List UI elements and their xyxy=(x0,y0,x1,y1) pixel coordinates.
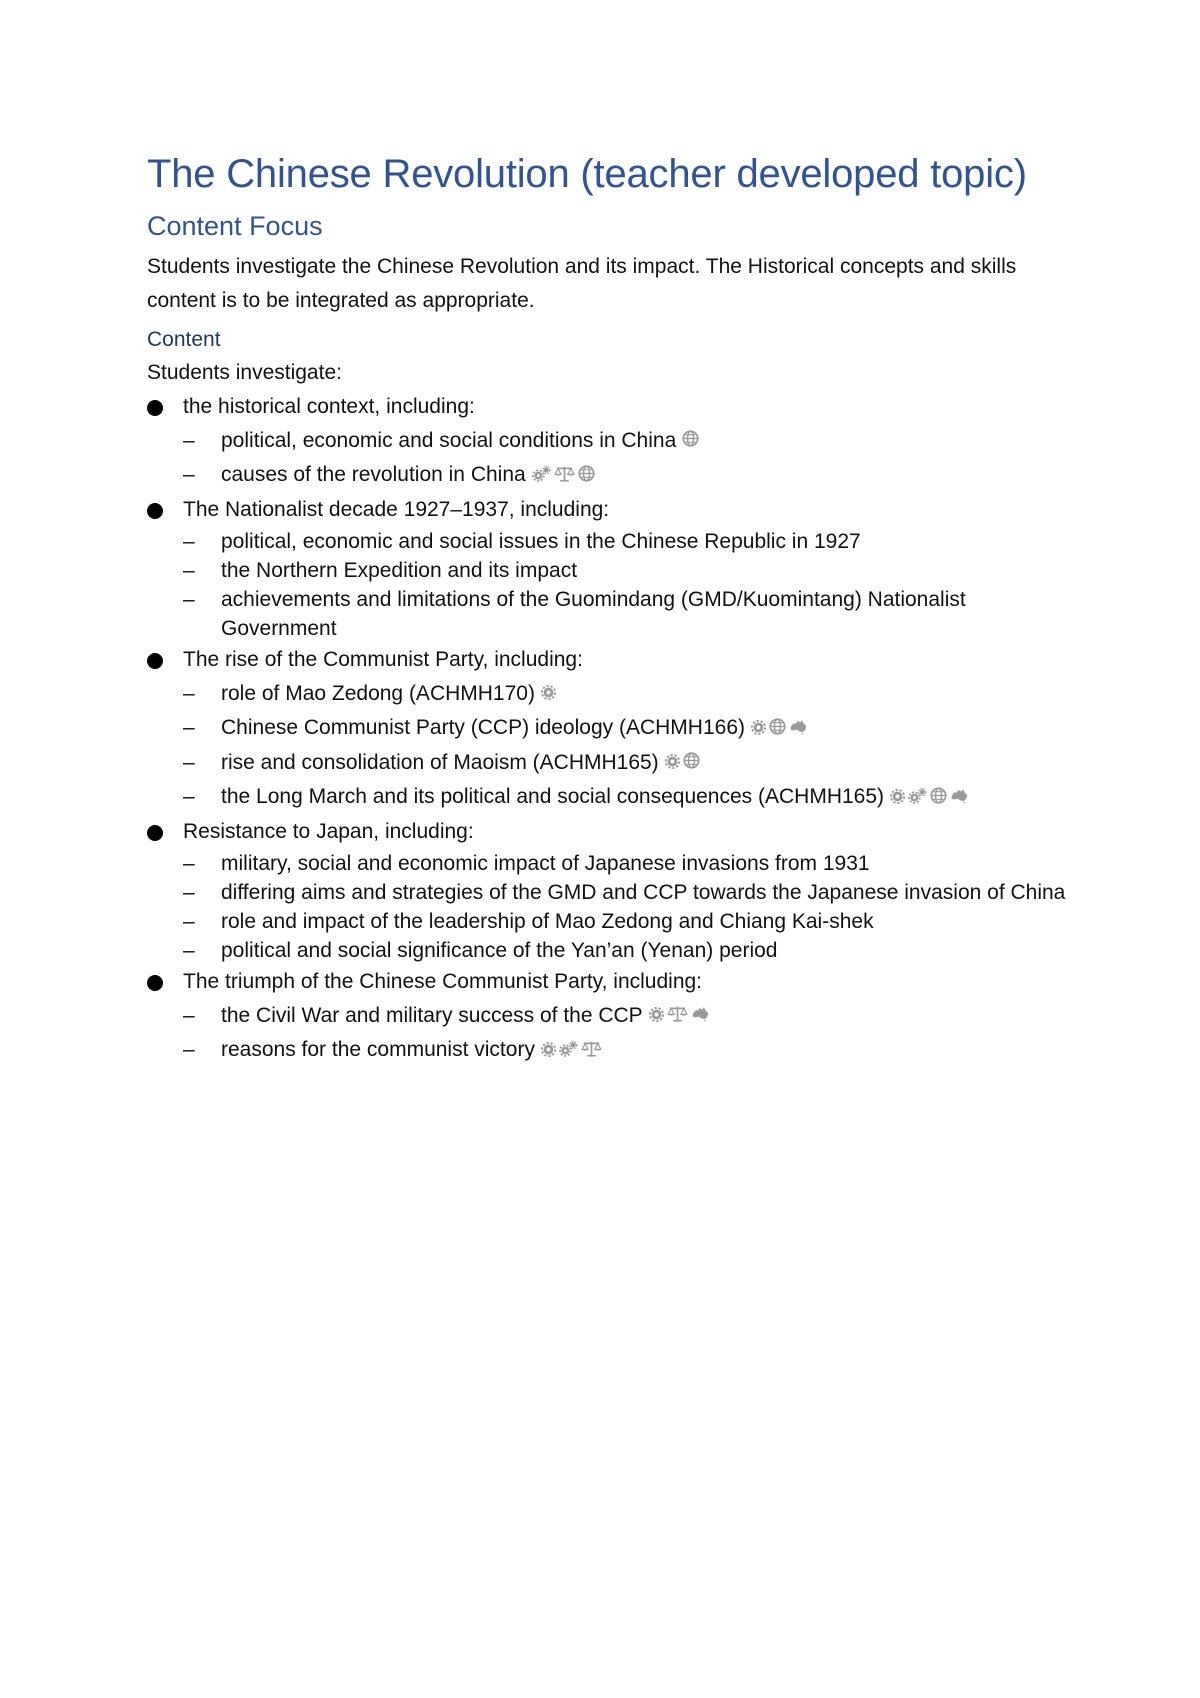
subtopic-list xyxy=(183,999,1087,1068)
subtopic-text: military, social and economic impact of Japanese invasions from 1931 xyxy=(221,851,870,875)
bullet-icon xyxy=(147,825,163,841)
globe-icon xyxy=(769,712,786,746)
topic-lead xyxy=(183,965,1087,999)
content-heading: Content xyxy=(147,328,221,351)
scales-icon xyxy=(554,459,575,493)
subtopic-item xyxy=(183,458,1087,492)
curriculum-icons xyxy=(665,751,703,774)
topic-lead-text: The Nationalist decade 1927–1937, including: xyxy=(183,497,610,521)
subtopic-list xyxy=(183,527,1087,643)
subtopic-item xyxy=(183,999,1087,1033)
curriculum-icons xyxy=(649,1004,713,1027)
curriculum-icons xyxy=(532,463,598,486)
subtopic-list xyxy=(183,424,1087,493)
curriculum-icons xyxy=(890,785,972,808)
dash-marker: – xyxy=(183,587,195,611)
subtopic-item xyxy=(183,677,1087,711)
subtopic-item xyxy=(183,780,1087,814)
curriculum-icons xyxy=(541,1038,605,1061)
dash-marker: – xyxy=(183,463,195,487)
bullet-icon xyxy=(147,503,163,519)
australia-icon xyxy=(950,781,969,815)
subtopic-text: role of Mao Zedong (ACHMH170) xyxy=(221,681,535,705)
gear-icon xyxy=(649,999,664,1033)
bullet-icon xyxy=(147,653,163,669)
topic-lead xyxy=(183,493,1087,527)
subtopic-text: the Northern Expedition and its impact xyxy=(221,558,578,582)
topic-item xyxy=(147,643,1087,815)
gear-icon xyxy=(665,746,680,780)
topic-lead-text: The rise of the Communist Party, including: xyxy=(183,647,583,671)
subtopic-text: role and impact of the leadership of Mao Zedong and Chiang Kai-shek xyxy=(221,909,874,933)
topic-lead-text: The triumph of the Chinese Communist Party, including: xyxy=(183,969,703,993)
subtopic-item xyxy=(183,424,1087,458)
subtopic-text: the Long March and its political and social consequences (ACHMH165) xyxy=(221,785,885,809)
subtopic-text: Chinese Communist Party (CCP) ideology (ACHMH166) xyxy=(221,716,745,740)
globe-icon xyxy=(682,424,699,458)
curriculum-icons xyxy=(682,429,702,452)
dash-marker: – xyxy=(183,681,195,705)
subtopic-item xyxy=(183,849,1087,878)
scales-icon xyxy=(581,1034,602,1068)
subtopic-item xyxy=(183,556,1087,585)
topic-lead-text: Resistance to Japan, including: xyxy=(183,819,474,843)
subtopic-text: political, economic and social conditions in China xyxy=(221,429,677,452)
dash-marker: – xyxy=(183,750,195,774)
topic-item xyxy=(147,390,1087,493)
australia-icon xyxy=(789,712,808,746)
subtopic-item xyxy=(183,878,1087,907)
gears-icon xyxy=(532,459,551,493)
subtopic-item xyxy=(183,907,1087,936)
content-intro: Students investigate: xyxy=(147,361,342,384)
bullet-icon xyxy=(147,975,163,991)
subtopic-item xyxy=(183,936,1087,965)
subtopic-text: reasons for the communist victory xyxy=(221,1038,535,1062)
dash-marker: – xyxy=(183,938,195,962)
gear-icon xyxy=(890,781,905,815)
gear-icon xyxy=(751,712,766,746)
curriculum-icons xyxy=(751,716,811,739)
gears-icon xyxy=(908,781,927,815)
dash-marker: – xyxy=(183,716,195,740)
subtopic-text: political, economic and social issues in the Chinese Republic in 1927 xyxy=(221,529,861,553)
globe-icon xyxy=(578,459,595,493)
subtopic-item xyxy=(183,1033,1087,1067)
topic-item xyxy=(147,965,1087,1068)
globe-icon xyxy=(930,781,947,815)
scales-icon xyxy=(667,999,688,1033)
topic-lead-text: the historical context, including: xyxy=(183,395,475,418)
dash-marker: – xyxy=(183,851,195,875)
topic-lead xyxy=(183,815,1087,849)
subtopic-list xyxy=(183,677,1087,815)
subtopic-item xyxy=(183,746,1087,780)
subtopic-text: differing aims and strategies of the GMD and CCP towards the Japanese invasion of China xyxy=(221,880,1066,904)
australia-icon xyxy=(691,999,710,1033)
subtopic-item xyxy=(183,527,1087,556)
subtopic-text: political and social significance of the Yan’an (Yenan) period xyxy=(221,938,778,962)
topic-lead xyxy=(183,643,1087,677)
topic-item xyxy=(147,815,1087,965)
page-title: The Chinese Revolution (teacher developed topic) xyxy=(147,152,1027,196)
dash-marker: – xyxy=(183,429,195,452)
subtopic-text: achievements and limitations of the Guomindang (GMD/Kuomintang) Nationalist Government xyxy=(221,587,966,640)
topic-lead xyxy=(183,390,1087,424)
document-page xyxy=(147,150,1087,1068)
globe-icon xyxy=(683,746,700,780)
subtopic-item xyxy=(183,585,1087,643)
subtopic-list xyxy=(183,849,1087,965)
gear-icon xyxy=(541,1034,556,1068)
bullet-icon xyxy=(147,400,163,416)
subtopic-item xyxy=(183,711,1087,745)
gear-icon xyxy=(541,677,556,711)
dash-marker: – xyxy=(183,529,195,553)
dash-marker: – xyxy=(183,1038,195,1062)
subtopic-text: causes of the revolution in China xyxy=(221,463,526,487)
content-focus-heading: Content Focus xyxy=(147,211,323,241)
curriculum-icons xyxy=(541,682,559,705)
topic-list xyxy=(147,390,1087,1068)
content-focus-text: Students investigate the Chinese Revolution and its impact. The Historical concepts and skills content is to be integrated as appropriate. xyxy=(147,255,1017,312)
topic-item xyxy=(147,493,1087,643)
dash-marker: – xyxy=(183,1003,195,1027)
subtopic-text: the Civil War and military success of the CCP xyxy=(221,1003,643,1027)
dash-marker: – xyxy=(183,880,195,904)
subtopic-text: rise and consolidation of Maoism (ACHMH165) xyxy=(221,750,659,774)
dash-marker: – xyxy=(183,558,195,582)
dash-marker: – xyxy=(183,909,195,933)
dash-marker: – xyxy=(183,785,195,809)
gears-icon xyxy=(559,1034,578,1068)
